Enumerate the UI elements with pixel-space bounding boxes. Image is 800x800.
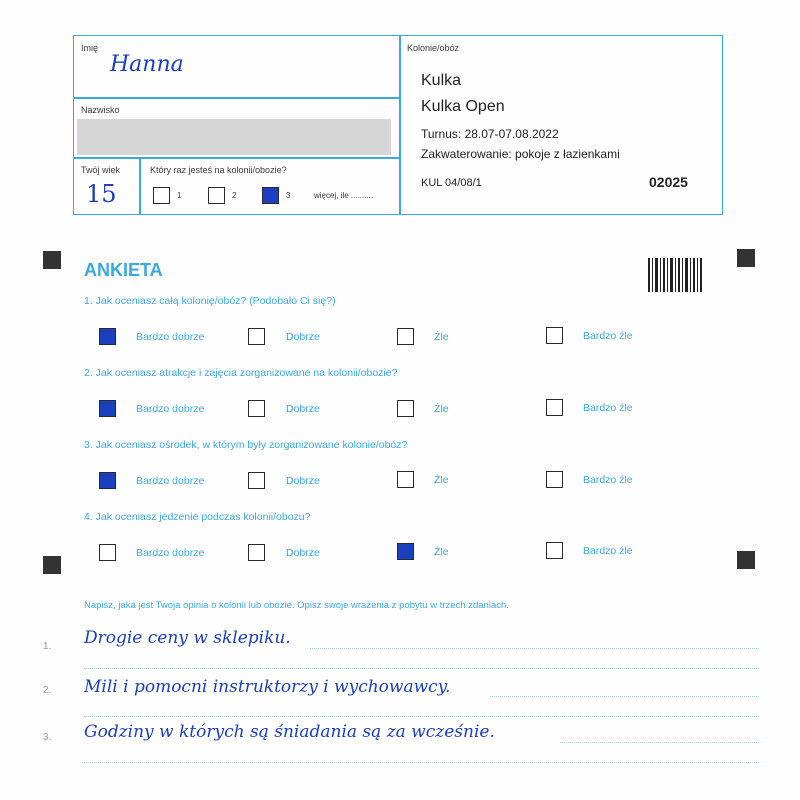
which-time-label: Który raz jesteś na kolonii/obozie? [150, 165, 287, 175]
q3-checkbox-zle[interactable] [397, 471, 414, 488]
q2-option-label: Bardzo źle [583, 402, 633, 414]
q1-option-label: Bardzo źle [583, 330, 633, 342]
dotted-line [84, 762, 759, 763]
q2-checkbox-dobrze[interactable] [248, 400, 265, 417]
q2-option-label: Bardzo dobrze [136, 403, 205, 415]
first-name-value[interactable]: Hanna [110, 52, 184, 77]
turnus: Turnus: 28.07-07.08.2022 [421, 127, 559, 141]
opinion-prompt: Napisz, jaka jest Twoja opinia o kolonii lub obozie. Opisz swoje wrażenia z pobytu w trzech zdaniach. [84, 600, 509, 611]
last-name-redacted [77, 119, 391, 155]
times-option-2-label: 2 [232, 191, 237, 200]
dotted-line [560, 742, 759, 743]
corner-marker [737, 551, 755, 569]
q3-option-label: Dobrze [286, 475, 320, 487]
q4-checkbox-bardzo-dobrze[interactable] [99, 544, 116, 561]
first-name-label: Imię [81, 43, 99, 53]
q2-option-label: Dobrze [286, 403, 320, 415]
divider [139, 157, 141, 214]
answer-number-3: 3. [43, 732, 52, 743]
header-form [73, 35, 723, 215]
answer-text-3[interactable]: Godziny w których są śniadania są za wcześnie. [84, 722, 495, 742]
barcode-icon [648, 258, 702, 292]
camp-code: KUL 04/08/1 [421, 177, 482, 189]
q3-option-label: Bardzo dobrze [136, 475, 205, 487]
accommodation: Zakwaterowanie: pokoje z łazienkami [421, 147, 620, 161]
divider [74, 97, 399, 99]
survey-title: ANKIETA [84, 260, 163, 280]
q4-option-label: Bardzo źle [583, 545, 633, 557]
dotted-line [84, 668, 759, 669]
q1-checkbox-dobrze[interactable] [248, 328, 265, 345]
corner-marker [43, 251, 61, 269]
question-1: 1. Jak oceniasz całą kolonię/obóz? (Podobało Ci się?) [84, 295, 336, 307]
q1-option-label: Bardzo dobrze [136, 331, 205, 343]
dotted-line [490, 696, 759, 697]
age-label: Twój wiek [81, 165, 121, 175]
corner-marker [43, 556, 61, 574]
times-option-3-label: 3 [286, 191, 291, 200]
q4-checkbox-bardzo-zle[interactable] [546, 542, 563, 559]
q3-checkbox-dobrze[interactable] [248, 472, 265, 489]
question-4: 4. Jak oceniasz jedzenie podczas kolonii/obozu? [84, 511, 311, 523]
q1-checkbox-bardzo-zle[interactable] [546, 327, 563, 344]
q4-checkbox-dobrze[interactable] [248, 544, 265, 561]
q3-checkbox-bardzo-dobrze[interactable] [99, 472, 116, 489]
q3-option-label: Źle [434, 474, 449, 486]
q2-checkbox-bardzo-dobrze[interactable] [99, 400, 116, 417]
last-name-label: Nazwisko [81, 105, 120, 115]
question-3: 3. Jak oceniasz ośrodek, w którym były zorganizowane kolonie/obóz? [84, 439, 408, 451]
q1-checkbox-bardzo-dobrze[interactable] [99, 328, 116, 345]
q3-option-label: Bardzo źle [583, 474, 633, 486]
divider [74, 157, 399, 159]
answer-text-2[interactable]: Mili i pomocni instruktorzy i wychowawcy. [84, 677, 451, 697]
times-option-1-label: 1 [177, 191, 182, 200]
more-times-label: więcej, ile .......... [314, 191, 374, 200]
q3-checkbox-bardzo-zle[interactable] [546, 471, 563, 488]
q1-option-label: Źle [434, 331, 449, 343]
q4-checkbox-zle[interactable] [397, 543, 414, 560]
q2-checkbox-bardzo-zle[interactable] [546, 399, 563, 416]
question-2: 2. Jak oceniasz atrakcje i zajęcia zorganizowane na kolonii/obozie? [84, 367, 398, 379]
answer-number-2: 2. [43, 685, 52, 696]
corner-marker [737, 249, 755, 267]
q2-option-label: Źle [434, 403, 449, 415]
form-number: 02025 [649, 174, 688, 190]
q4-option-label: Źle [434, 546, 449, 558]
header-divider [399, 36, 401, 214]
q1-option-label: Dobrze [286, 331, 320, 343]
q2-checkbox-zle[interactable] [397, 400, 414, 417]
times-checkbox-3[interactable] [262, 187, 279, 204]
q4-option-label: Bardzo dobrze [136, 547, 205, 559]
camp-name: Kulka [421, 72, 462, 89]
age-value[interactable]: 15 [86, 180, 117, 208]
q1-checkbox-zle[interactable] [397, 328, 414, 345]
camp-program: Kulka Open [421, 98, 505, 115]
dotted-line [310, 648, 759, 649]
camp-label: Kolonie/obóz [407, 43, 460, 53]
times-checkbox-1[interactable] [153, 187, 170, 204]
answer-text-1[interactable]: Drogie ceny w sklepiku. [84, 628, 291, 648]
times-checkbox-2[interactable] [208, 187, 225, 204]
dotted-line [84, 716, 759, 717]
answer-number-1: 1. [43, 641, 52, 652]
q4-option-label: Dobrze [286, 547, 320, 559]
